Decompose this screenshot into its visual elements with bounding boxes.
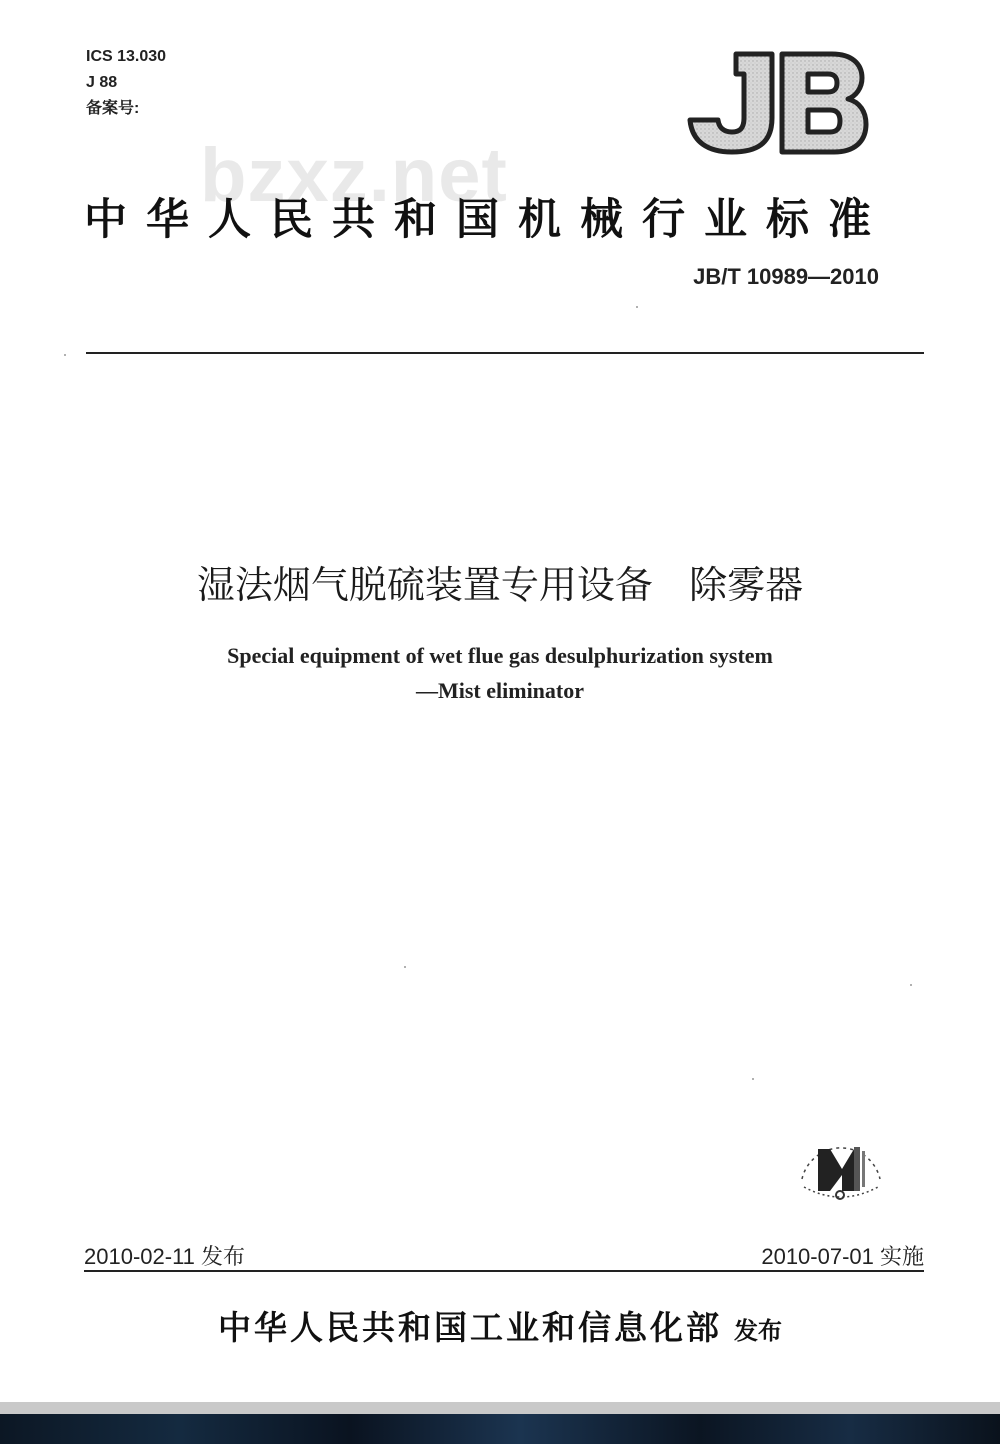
document-metadata [86,44,166,122]
scan-speck [404,966,406,968]
issuer-name: 中华人民共和国工业和信息化部 [218,1308,722,1347]
standard-number: JB/T 10989—2010 [693,264,879,289]
scan-speck [752,1078,754,1080]
watermark-text: bzxz.net [200,133,508,218]
scan-speck [64,354,66,356]
issuer-suffix: 发布 [734,1317,782,1345]
top-divider [86,352,924,354]
scan-speck [636,306,638,308]
scan-speck [910,984,912,986]
background-strip [0,1414,1000,1444]
classification-code: J 88 [86,74,118,91]
document-title-english-line2: —Mist eliminator [415,678,585,703]
issuer-line [0,1302,1000,1349]
bottom-divider [84,1270,924,1272]
implementation-date: 2010-07-01 实施 [761,1244,924,1269]
publisher-seal-icon [794,1135,888,1205]
standard-title: 中华人民共和国机械行业标准 [84,195,890,245]
jb-logo [684,48,870,156]
ics-code: ICS 13.030 [86,48,167,65]
issue-date: 2010-02-11 发布 [84,1244,246,1269]
document-title-english-line1: Special equipment of wet flue gas desulphurization system [227,643,773,668]
document-title-chinese: 湿法烟气脱硫装置专用设备 除雾器 [196,563,804,607]
filing-number-label: 备案号: [86,100,140,117]
